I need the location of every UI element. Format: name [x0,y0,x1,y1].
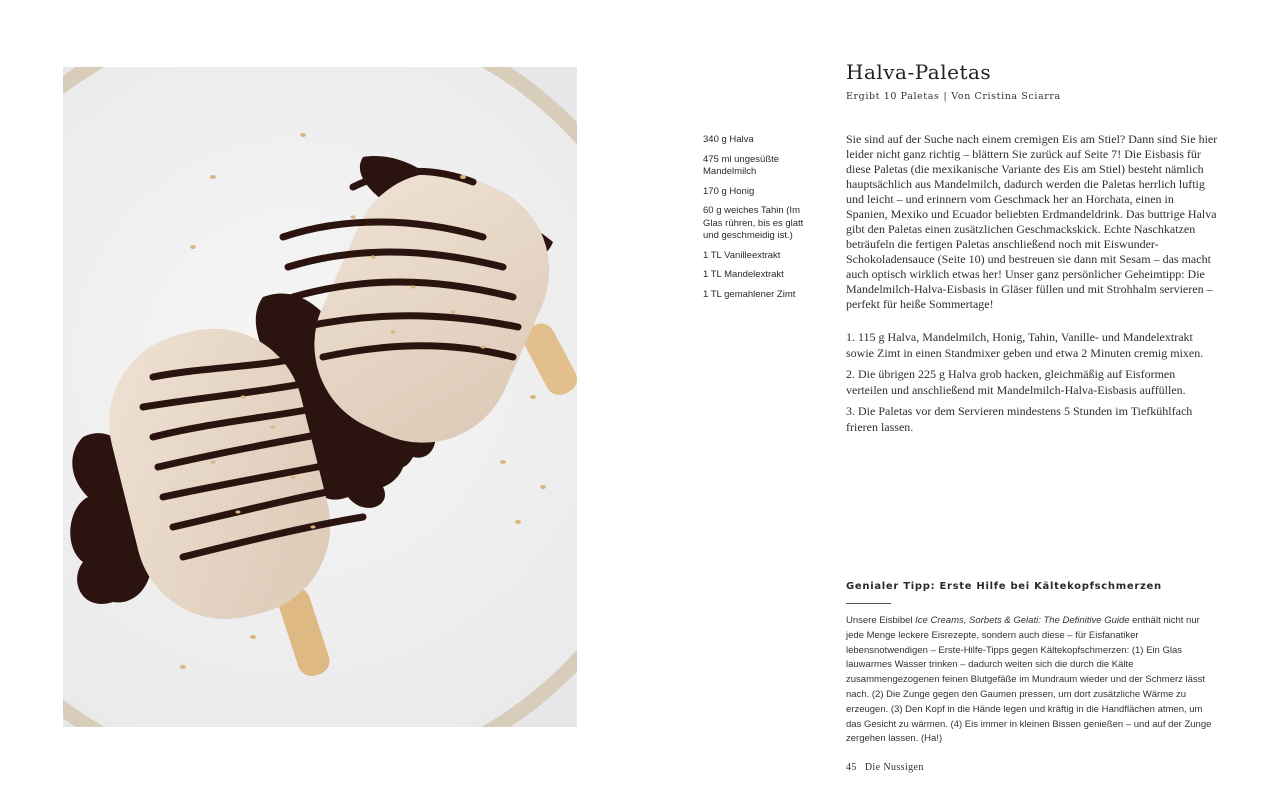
ingredient-item: 1 TL Mandelextrakt [703,269,784,280]
recipe-meta [846,91,1061,102]
recipe-step: 1. 115 g Halva, Mandelmilch, Honig, Tahin, Vanille- und Mandelextrakt sowie Zimt in einen Standmixer geben und etwa 2 Minuten cremig mixen. [846,330,1204,360]
tip-text-before: Unsere Eisbibel [846,615,916,626]
tip-book-title: Ice Creams, Sorbets & Gelati: The Definitive Guide [915,615,1130,626]
recipe-yield: Ergibt 10 Paletas [846,91,940,102]
ingredient-item: 475 ml ungesüßte Mandelmilch [703,153,780,177]
recipe-steps [846,330,1218,441]
section-name: Die Nussigen [864,762,924,773]
recipe-intro: Sie sind auf der Suche nach einem cremigen Eis am Stiel? Dann sind Sie hier leider nicht ganz richtig – blättern Sie zurück auf Seite 7! Die Eisbasis für diese Paletas (die mexikanische Variante des Eis am Stiel) besteht nämlich hauptsächlich aus Mandelmilch, dadurch werden die Paletas herrlich luftig und leicht – und erinnern vom Geschmack her an Horchata, einen in Spanien, Mexiko und Ecuador beliebten Erdmandeldrink. Das buttrige Halva gibt den Paletas einen zusätzlichen Geschmackskick. Echte Naschkatzen beträufeln die fertigen Paletas anschließend noch mit Eiswunder-Schokoladensauce (Seite 10) und bestreuen sie dann mit Sesam – das macht auch optisch wirklich etwas her! Unser ganz persönlicher Geheimtipp: Die Mandelmilch-Halva-Eisbasis in Gläser füllen und mit Strohhalm servieren – perfekt für heiße Sommertage! [846,132,1218,311]
recipe-step: 3. Die Paletas vor dem Servieren mindestens 5 Stunden im Tiefkühlfach frieren lassen. [846,404,1193,434]
popsicle-photo [63,67,577,727]
ingredient-item: 340 g Halva [703,134,754,145]
tip-body [846,614,1218,747]
recipe-title: Halva-Paletas [846,60,992,84]
tip-text-after: enthält nicht nur jede Menge leckere Eisrezepte, sondern auch diese – für Eisfanatiker lebensnotwendigen – Erste-Hilfe-Tipps gegen Kältekopfschmerzen: (1) Ein Glas lauwarmes Wasser trinken – dadurch weiten sich die durch die Kälte zusammengezogenen feinen Blutgefäße im Mundraum wieder und der Schmerz lässt nach. (2) Die Zunge gegen den Gaumen pressen, um dort zusätzliche Wärme zu erzeugen. (3) Den Kopf in die Hände legen und kräftig in die Handflächen atmen, um das Gesicht zu wärmen. (4) Eis immer in kleinen Bissen genießen – und auf der Zunge zergehen lassen. (Ha!) [846,615,1212,745]
meta-separator: | [943,91,948,102]
page-number: 45 [846,762,857,773]
page-footer [846,762,924,773]
tip-divider [846,603,891,604]
ingredient-list [703,134,813,308]
recipe-step: 2. Die übrigen 225 g Halva grob hacken, gleichmäßig auf Eisformen verteilen und anschließend mit Mandelmilch-Halva-Eisbasis auffüllen. [846,367,1186,397]
tip-title: Genialer Tipp: Erste Hilfe bei Kältekopfschmerzen [846,581,1162,592]
ingredient-item: 1 TL gemahlener Zimt [703,288,796,300]
ingredient-item: 60 g weiches Tahin (Im Glas rühren, bis es glatt und geschmeidig ist.) [703,205,804,241]
popsicle-illustration [63,67,577,727]
recipe-author: Von Cristina Sciarra [951,91,1061,102]
ingredient-item: 170 g Honig [703,185,755,197]
ingredient-item: 1 TL Vanilleextrakt [703,249,781,261]
